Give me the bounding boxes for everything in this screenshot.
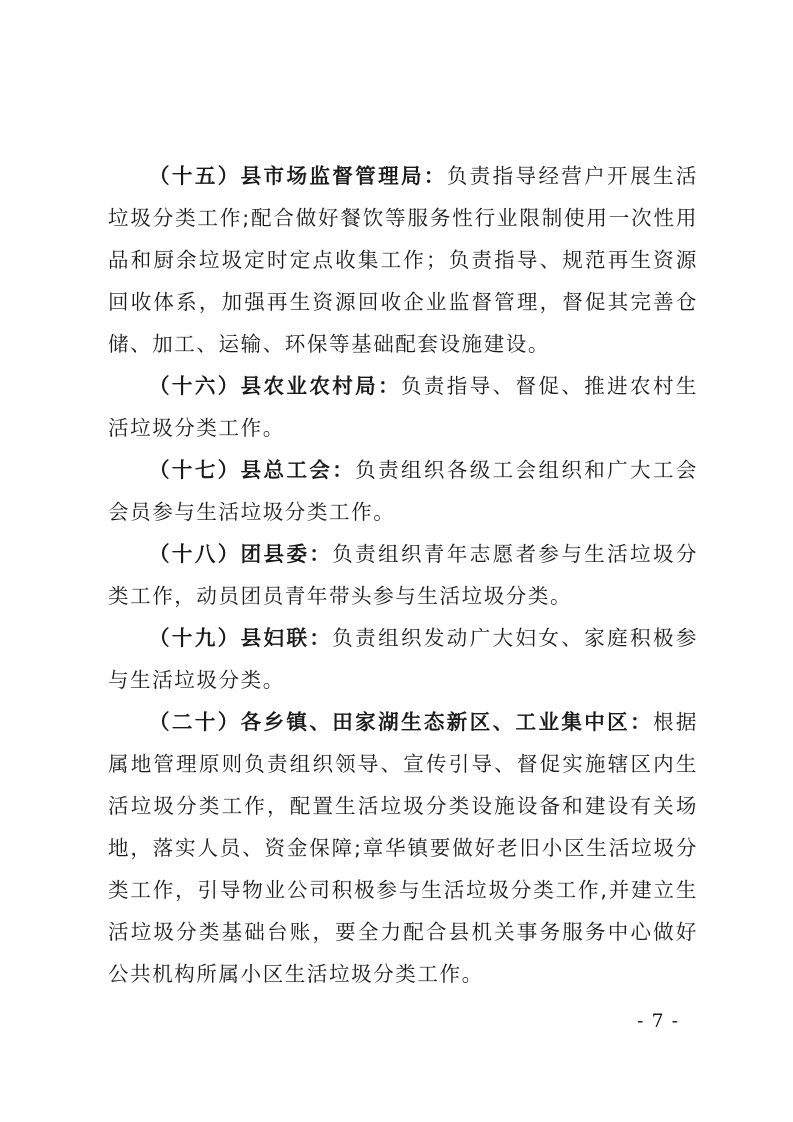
- paragraph-youth-league: [108, 533, 698, 617]
- paragraph-text: 负责指导、督促、推进农村生活垃圾分类工作。: [108, 374, 698, 440]
- paragraph-townships: [108, 701, 698, 995]
- paragraph-text: 负责指导经营户开展生活垃圾分类工作;配合做好餐饮等服务性行业限制使用一次性用品和厨余垃圾定时定点收集工作；负责指导、规范再生资源回收体系，加强再生资源回收企业监督管理，督促其完善仓储、加工、运输、环保等基础配套设施建设。: [108, 164, 698, 356]
- paragraph-heading: （十八）团县委：: [149, 542, 333, 566]
- paragraph-text: 负责组织青年志愿者参与生活垃圾分类工作，动员团员青年带头参与生活垃圾分类。: [108, 542, 698, 608]
- paragraph-market-supervision: [108, 155, 698, 365]
- paragraph-text: 负责组织发动广大妇女、家庭积极参与生活垃圾分类。: [108, 626, 698, 692]
- paragraph-text: 负责组织各级工会组织和广大工会会员参与生活垃圾分类工作。: [108, 458, 699, 524]
- paragraph-heading: （十五）县市场监督管理局：: [149, 164, 447, 188]
- paragraph-heading: （十七）县总工会：: [149, 458, 356, 482]
- paragraph-heading: （十九）县妇联：: [149, 626, 333, 650]
- paragraph-trade-union: [108, 449, 698, 533]
- paragraph-heading: （十六）县农业农村局：: [149, 374, 401, 398]
- paragraph-agriculture-bureau: [108, 365, 698, 449]
- document-body: [108, 155, 698, 995]
- paragraph-text: 根据属地管理原则负责组织领导、宣传引导、督促实施辖区内生活垃圾分类工作，配置生活垃圾分类设施设备和建设有关场地，落实人员、资金保障;章华镇要做好老旧小区生活垃圾分类工作，引导物业公司积极参与生活垃圾分类工作,并建立生活垃圾分类基础台账，要全力配合县机关事务服务中心做好公共机构所属小区生活垃圾分类工作。: [108, 710, 698, 986]
- paragraph-womens-federation: [108, 617, 698, 701]
- page-number: - 7 -: [637, 1010, 680, 1032]
- paragraph-heading: （二十）各乡镇、田家湖生态新区、工业集中区：: [149, 710, 653, 734]
